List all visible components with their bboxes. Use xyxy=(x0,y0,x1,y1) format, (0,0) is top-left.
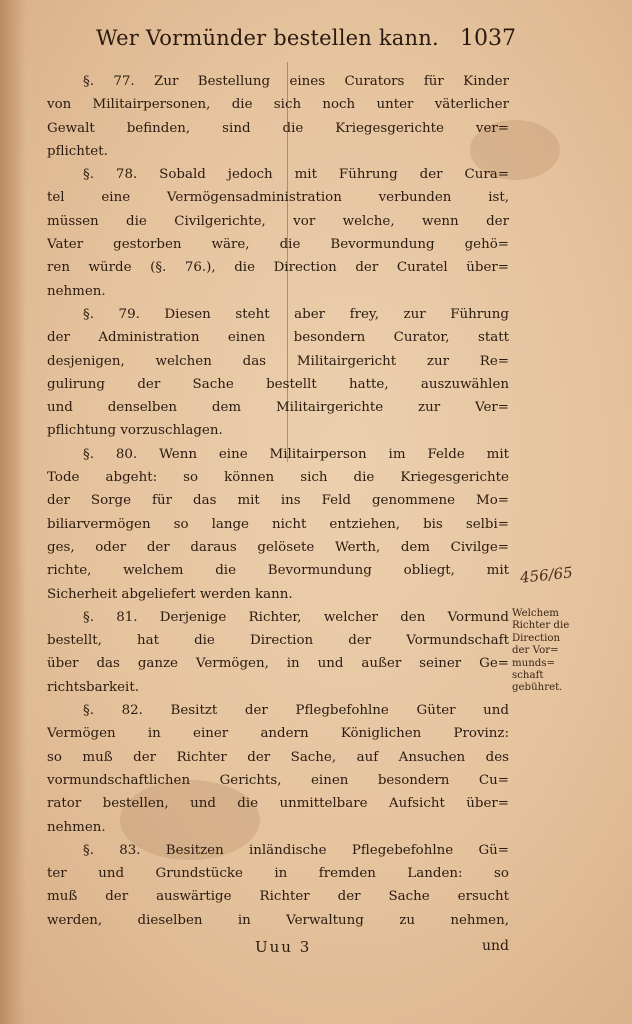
running-title: Wer Vormünder bestellen kann. xyxy=(96,26,439,50)
text-line: pflichtung vorzuschlagen. xyxy=(47,423,223,439)
text-line: §. 83. Besitzen inländische Pflegebefohlne Gü= xyxy=(83,842,509,858)
page-number: 1037 xyxy=(460,26,516,51)
text-line: Tode abgeht: so können sich die Kriegesgerichte xyxy=(47,470,509,486)
catchword: und xyxy=(482,938,509,954)
text-line: §. 82. Besitzt der Pflegbefohlne Güter und xyxy=(83,703,509,719)
text-line: gulirung der Sache bestellt hatte, auszuwählen xyxy=(47,376,509,392)
text-line: muß der auswärtige Richter der Sache ersucht xyxy=(47,889,509,905)
text-line: der Sorge für das mit ins Feld genommene Mo= xyxy=(47,493,509,509)
text-line: rator bestellen, und die unmittelbare Aufsicht über= xyxy=(47,796,509,812)
margin-sidenote xyxy=(512,608,622,695)
text-line: müssen die Civilgerichte, vor welche, wenn der xyxy=(47,213,509,229)
text-line: §. 79. Diesen steht aber frey, zur Führung xyxy=(83,306,509,322)
page-header xyxy=(96,26,516,60)
text-line: nehmen. xyxy=(47,283,106,299)
text-line: bestellt, hat die Direction der Vormundschaft xyxy=(47,633,509,649)
sidenote-line: Richter die xyxy=(512,620,570,632)
text-line: pflichtet. xyxy=(47,143,108,159)
text-line: von Militairpersonen, die sich noch unter väterlicher xyxy=(47,97,509,113)
signature-mark: Uuu 3 xyxy=(255,938,312,956)
text-line: desjenigen, welchen das Militairgericht zur Re= xyxy=(47,353,509,369)
body-text xyxy=(47,70,509,932)
text-line: ges, oder der daraus gelösete Werth, dem Civilge= xyxy=(47,539,509,555)
handwritten-margin-mark: 456/65 xyxy=(519,563,574,587)
sidenote-line: schaft xyxy=(512,670,544,682)
text-line: §. 81. Derjenige Richter, welcher den Vormund xyxy=(83,609,509,625)
text-line: ren würde (§. 76.), die Direction der Curatel über= xyxy=(47,260,509,276)
text-line: Vermögen in einer andern Königlichen Provinz: xyxy=(47,726,509,742)
text-line: Vater gestorben wäre, die Bevormundung gehö= xyxy=(47,237,509,253)
text-line: tel eine Vermögensadministration verbunden ist, xyxy=(47,190,509,206)
text-line: vormundschaftlichen Gerichts, einen besondern Cu= xyxy=(47,772,509,788)
text-line: über das ganze Vermögen, in und außer seiner Ge= xyxy=(47,656,509,672)
text-line: ter und Grundstücke in fremden Landen: so xyxy=(47,866,509,882)
page-footer xyxy=(47,938,509,964)
sidenote-line: Direction xyxy=(512,632,561,644)
text-line: richte, welchem die Bevormundung obliegt, mit xyxy=(47,563,509,579)
text-line: Sicherheit abgeliefert werden kann. xyxy=(47,586,293,602)
text-line: Gewalt befinden, sind die Kriegesgerichte ver= xyxy=(47,120,509,136)
text-line: biliarvermögen so lange nicht entziehen, bis selbi= xyxy=(47,516,509,532)
sidenote-line: munds= xyxy=(512,657,556,669)
text-line: und denselben dem Militairgerichte zur Ver= xyxy=(47,400,509,416)
text-line: werden, dieselben in Verwaltung zu nehmen, xyxy=(47,912,509,928)
text-line: §. 80. Wenn eine Militairperson im Felde mit xyxy=(83,446,509,462)
sidenote-line: gebühret. xyxy=(512,682,563,694)
text-line: nehmen. xyxy=(47,819,106,835)
text-line: §. 78. Sobald jedoch mit Führung der Cura= xyxy=(83,167,509,183)
text-line: §. 77. Zur Bestellung eines Curators für Kinder xyxy=(83,74,509,89)
text-line: so muß der Richter der Sache, auf Ansuchen des xyxy=(47,749,509,765)
book-spine-shadow xyxy=(0,0,26,1024)
sidenote-line: Welchem xyxy=(512,608,559,619)
sidenote-line: der Vor= xyxy=(512,645,559,657)
text-line: richtsbarkeit. xyxy=(47,679,139,695)
text-line: der Administration einen besondern Curator, statt xyxy=(47,330,509,346)
